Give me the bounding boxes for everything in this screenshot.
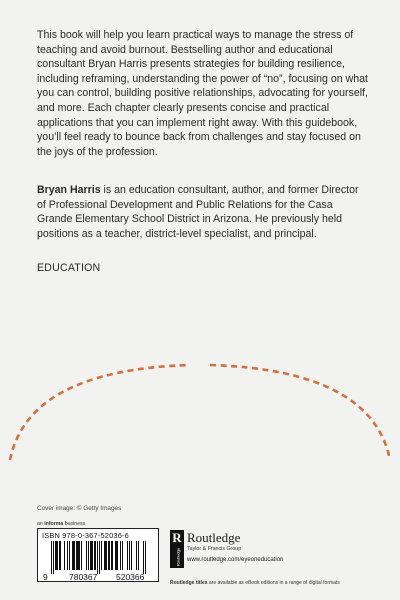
barcode-bar (59, 541, 60, 570)
barcode-bar (112, 541, 113, 570)
barcode-bar (143, 541, 144, 574)
barcode-bar (138, 541, 139, 570)
ebook-availability-note (170, 580, 340, 586)
informa-suffix: business (63, 521, 86, 527)
barcode-bar (136, 541, 137, 570)
barcode-bar (117, 541, 118, 570)
barcode-bar (53, 541, 54, 574)
ebook-note-rest: are available as eBook editions in a range of digital formats (207, 580, 340, 586)
cover-image-credit: Cover image: © Getty Images (37, 505, 122, 512)
barcode-bar (74, 541, 75, 570)
barcode-bar (67, 541, 68, 570)
barcode-bar (122, 541, 123, 570)
barcode-bar (69, 541, 70, 570)
barcode-digits: 780367 (69, 572, 98, 581)
barcode-bar (90, 541, 91, 570)
barcode-bar (60, 541, 61, 570)
barcode-bar (56, 541, 57, 570)
barcode-bar (95, 541, 96, 570)
barcode-bar (99, 541, 100, 574)
publisher-block (187, 531, 241, 552)
barcode-bar (106, 541, 107, 570)
publisher-url[interactable]: www.routledge.com/eyeoneducation (187, 557, 284, 563)
subject-category: EDUCATION (37, 262, 101, 274)
barcode-bar (94, 541, 95, 570)
isbn-barcode (37, 528, 159, 582)
informa-prefix: an (37, 521, 45, 527)
informa-brand: informa (44, 521, 64, 527)
barcode-bar (86, 541, 87, 570)
barcode-bar (131, 541, 132, 570)
svg-text:Routledge: Routledge (175, 547, 181, 566)
svg-text:R: R (172, 530, 182, 545)
isbn-number: ISBN 978-0-367-52036-6 (42, 531, 129, 540)
barcode-bar (115, 541, 116, 570)
barcode-bar (127, 541, 128, 570)
barcode-bar (81, 541, 82, 570)
barcode-bar (76, 541, 77, 570)
routledge-logo-icon (170, 530, 184, 568)
barcode-bar (92, 541, 93, 570)
barcode-bar (73, 541, 74, 570)
author-bio-text: is an education consultant, author, and former Director of Professional Development and Public Relations for the Casa Grande Elementary School District in Arizona. He previously held positions as a teacher, district-level specialist, and principal. (37, 184, 359, 240)
barcode-bar (97, 541, 98, 574)
barcode-digits: 9 (43, 572, 48, 581)
publisher-name: Routledge (187, 530, 241, 545)
decorative-dotted-arcs (0, 360, 400, 480)
barcode-bar (77, 541, 78, 570)
barcode-bar (57, 541, 58, 570)
barcode-bar (145, 541, 146, 574)
barcode-bar (78, 541, 79, 570)
barcode-bar (109, 541, 110, 570)
barcode-bar (111, 541, 112, 570)
barcode-bar (51, 541, 52, 574)
barcode-bar (105, 541, 106, 570)
informa-business-tag (37, 521, 85, 527)
barcode-bar (64, 541, 65, 570)
author-name: Bryan Harris (37, 184, 101, 196)
barcode-bar (79, 541, 80, 570)
barcode-bar (55, 541, 56, 570)
barcode-bar (72, 541, 73, 570)
book-description: This book will help you learn practical ways to manage the stress of teaching and avoid burnout. Bestselling author and educational consultant Bryan Harris presents strategies for building resilience, including reframing, understanding the power of “no”, focusing on what you can control, building positive relationships, advocating for yourself, and more. Each chapter clearly presents concise and practical applications that you can implement right away. With this guidebook, you’ll feel ready to bounce back from challenges and stay focused on the joys of the profession. (37, 29, 368, 158)
barcode-digits: 520366 (116, 572, 145, 581)
barcode-bar (129, 541, 130, 570)
barcode-bar (91, 541, 92, 570)
barcode-bar (120, 541, 121, 570)
barcode-bar (101, 541, 102, 570)
author-bio (37, 183, 369, 241)
ebook-note-bold: Routledge titles (170, 580, 208, 586)
barcode-bar (88, 541, 89, 570)
barcode-bar (108, 541, 109, 570)
barcode-bars (40, 541, 156, 581)
barcode-bar (104, 541, 105, 570)
publisher-group: Taylor & Francis Group (187, 546, 242, 552)
barcode-bar (116, 541, 117, 570)
